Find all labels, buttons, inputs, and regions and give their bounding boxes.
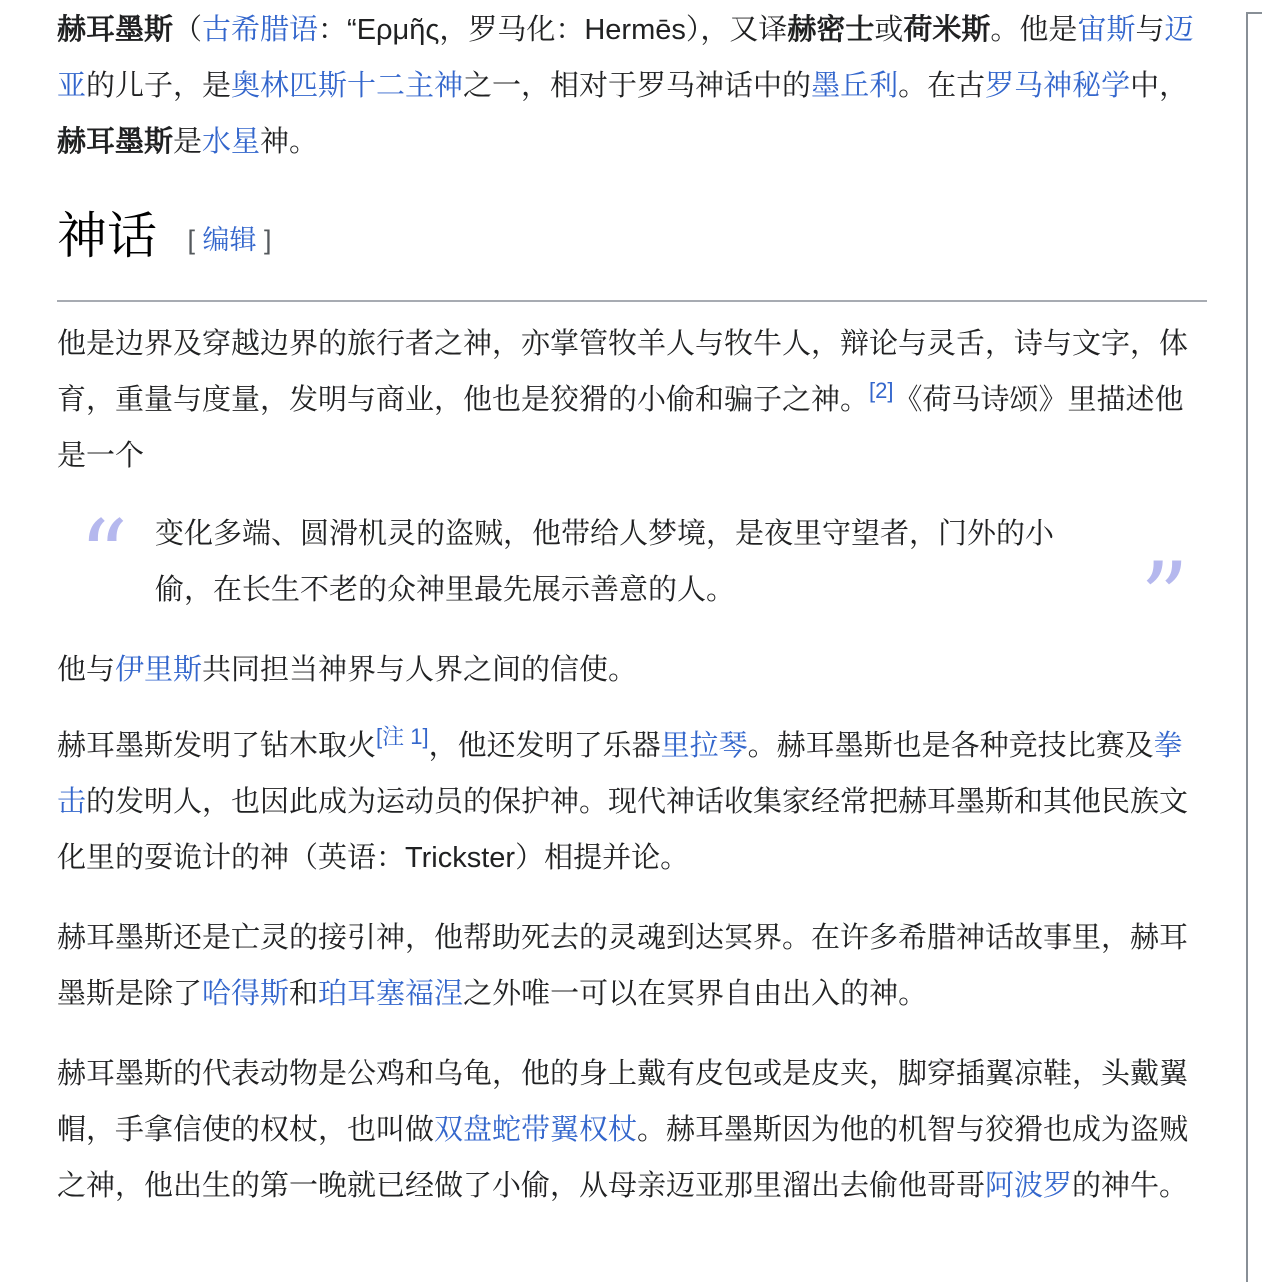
text-run: 中，: [1130, 70, 1189, 102]
text-run: 和: [289, 978, 319, 1010]
reference-superscript: [869, 378, 893, 403]
wiki-link[interactable]: 里拉琴: [660, 730, 748, 762]
text-run: 之一，相对于罗马神话中的: [463, 70, 812, 102]
myth-paragraph-1: [57, 316, 1207, 484]
edit-link[interactable]: 编辑: [202, 225, 257, 255]
text-run: 赫耳墨斯的代表动物是公鸡和乌龟，他的身上戴有皮包或是皮夹，脚穿插翼凉鞋，头戴翼帽，手拿信使的权杖，也叫做: [57, 1058, 1189, 1146]
reference-link[interactable]: [注 1]: [376, 724, 429, 749]
quote-text: 变化多端、圆滑机灵的盗贼，他带给人梦境，是夜里守望者，门外的小偷，在长生不老的众神里最先展示善意的人。: [155, 518, 1055, 606]
text-run: 或: [874, 14, 904, 46]
wiki-link[interactable]: 哈得斯: [202, 978, 290, 1010]
text-run: 共同担当神界与人界之间的信使。: [202, 654, 638, 686]
myth-paragraph-3: [57, 718, 1207, 886]
wiki-link[interactable]: 伊里斯: [115, 654, 203, 686]
text-run: 他与: [57, 654, 116, 686]
wiki-link[interactable]: 珀耳塞福涅: [318, 978, 464, 1010]
text-run: 与: [1135, 14, 1165, 46]
text-run: ，他还发明了乐器: [428, 730, 661, 762]
text-run: 神。: [260, 126, 319, 158]
reference-link[interactable]: [2]: [869, 378, 894, 403]
reference-superscript: [376, 724, 429, 749]
wiki-link[interactable]: 奥林匹斯十二主神: [231, 70, 464, 102]
open-quote-mark-icon: “: [79, 500, 129, 612]
wiki-link[interactable]: 水星: [202, 126, 261, 158]
article-content: [57, 0, 1207, 1214]
wiki-link[interactable]: 阿波罗: [985, 1170, 1073, 1202]
wiki-link[interactable]: 罗马神秘学: [985, 70, 1131, 102]
bold-text: 赫密士: [787, 14, 875, 46]
text-run: 。他是: [990, 14, 1078, 46]
wiki-link[interactable]: 双盘蛇带翼权杖: [434, 1114, 638, 1146]
myth-paragraph-2: [57, 642, 1207, 698]
text-run: 他是边界及穿越边界的旅行者之神，亦掌管牧羊人与牧牛人，辩论与灵舌，诗与文字，体育，重量与度量，发明与商业，他也是狡猾的小偷和骗子之神。: [57, 328, 1189, 416]
text-run: 《荷马诗颂》里描述他是一个: [57, 384, 1184, 472]
bold-text: 荷米斯: [903, 14, 991, 46]
text-run: 是: [173, 126, 203, 158]
text-run: 。赫耳墨斯也是各种竞技比赛及: [747, 730, 1154, 762]
edit-bracket-close: ]: [264, 225, 272, 255]
text-run: 。在古: [898, 70, 986, 102]
text-run: 赫耳墨斯还是亡灵的接引神，他帮助死去的灵魂到达冥界。在许多希腊神话故事里，赫耳墨斯是除了: [57, 922, 1189, 1010]
text-run: 的发明人，也因此成为运动员的保护神。现代神话收集家经常把赫耳墨斯和其他民族文化里的耍诡计的神（英语：Trickster）相提并论。: [57, 786, 1189, 874]
wiki-link[interactable]: 墨丘利: [811, 70, 899, 102]
lead-paragraph: [57, 2, 1207, 170]
wiki-link[interactable]: 迈亚: [57, 14, 1194, 102]
text-run: （: [173, 14, 203, 46]
myth-paragraph-5: [57, 1046, 1207, 1214]
text-run: ：“Ερμῆς，罗马化：Hermēs），又译: [318, 14, 788, 46]
wiki-link[interactable]: 拳击: [57, 730, 1183, 818]
edit-bracket-open: [: [187, 225, 196, 255]
infobox-left-border: [1246, 12, 1262, 1282]
myth-paragraph-4: [57, 910, 1207, 1022]
bold-text: 赫耳墨斯: [57, 126, 174, 158]
section-title: 神话: [57, 208, 157, 264]
text-run: 。赫耳墨斯因为他的机智与狡猾也成为盗贼之神，他出生的第一晚就已经做了小偷，从母亲迈亚那里溜出去偷他哥哥: [57, 1114, 1189, 1202]
section-heading-myth: [57, 206, 1207, 302]
text-run: 的神牛。: [1072, 1170, 1189, 1202]
bold-text: 赫耳墨斯: [57, 14, 174, 46]
text-run: 的儿子，是: [86, 70, 232, 102]
close-quote-mark-icon: ”: [1139, 542, 1189, 654]
text-run: 之外唯一可以在冥界自由出入的神。: [463, 978, 928, 1010]
blockquote: [57, 500, 1207, 654]
edit-section: [188, 225, 272, 255]
wiki-link[interactable]: 古希腊语: [202, 14, 319, 46]
wiki-link[interactable]: 宙斯: [1077, 14, 1136, 46]
text-run: 赫耳墨斯发明了钻木取火: [57, 730, 377, 762]
